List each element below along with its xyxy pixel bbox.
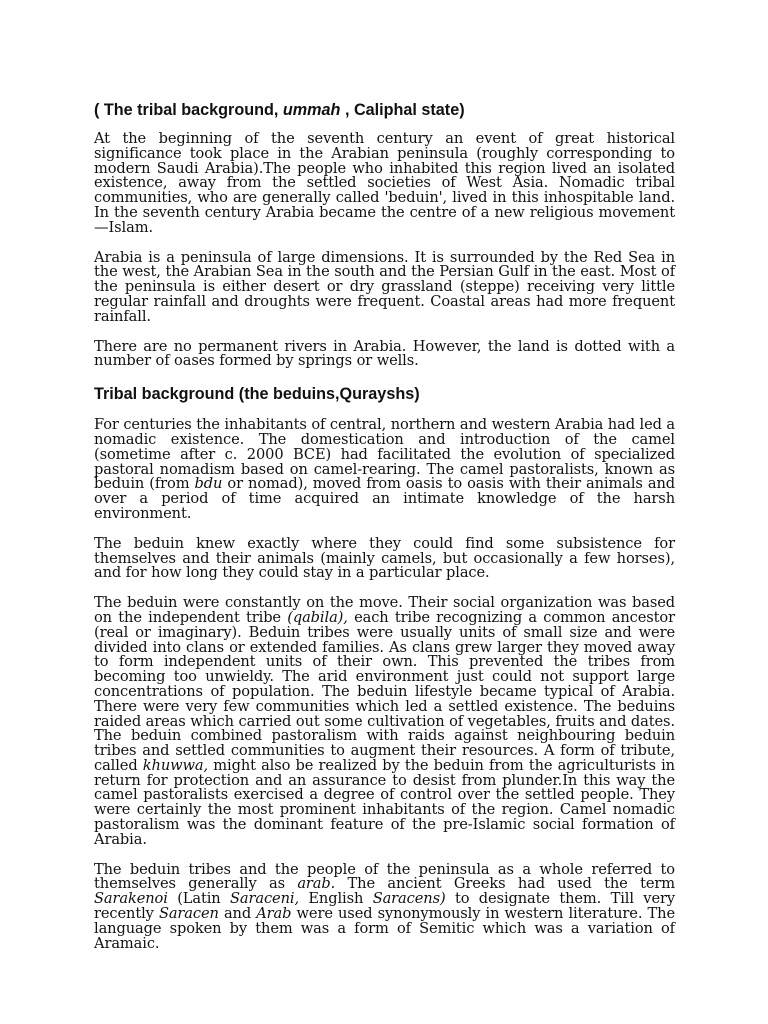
section-heading-tribal-background — [94, 100, 675, 120]
paragraph-nomadic-existence: For centuries the inhabitants of central, northern and western Arabia had led a nomadic existence. The domestication and introduction of the camel (sometime after c. 2000 BCE) had facilitated the evolution of specialized pastoral nomadism based on camel-rearing. The camel pastoralists, known as beduin (from bdu or nomad), moved from oasis to oasis with their animals and over a period of time acquired an intimate knowledge of the harsh environment. — [94, 416, 675, 522]
document-page — [94, 100, 675, 966]
paragraph-rivers-oases: There are no permanent rivers in Arabia. However, the land is dotted with a number of oases formed by springs or wells. — [94, 337, 675, 370]
heading-text: ( The tribal background, — [94, 101, 283, 119]
paragraph-arab-name: The beduin tribes and the people of the peninsula as a whole referred to themselves generally as arab. The ancient Greeks had used the term Sarakenoi (Latin Saraceni, English Saracens) to designate them. Till very recently Saracen and Arab were used synonymously in western literature. The language spoken by them was a form of Semitic which was a variation of Aramaic. — [94, 860, 676, 952]
paragraph-arabia-geography: Arabia is a peninsula of large dimensions. It is surrounded by the Red Sea in the west, the Arabian Sea in the south and the Persian Gulf in the east. Most of the peninsula is either desert or dry grassland (steppe) receiving very little regular rainfall and droughts were frequent. Coastal areas had more frequent rainfall. — [94, 248, 675, 325]
heading-italic-ummah: ummah — [282, 101, 341, 119]
paragraph-seventh-century: At the beginning of the seventh century an event of great historical significance took place in the Arabian peninsula (roughly corresponding to modern Saudi Arabia).The people who inhabited this region lived an isolated existence, away from the settled societies of West Asia. Nomadic tribal communities, who are generally called 'beduin', lived in this inhospitable land. In the seventh century Arabia became the centre of a new religious movement—Islam. — [94, 130, 675, 236]
paragraph-social-organization: The beduin were constantly on the move. Their social organization was based on the independent tribe (qabila), each tribe recognizing a common ancestor (real or imaginary). Beduin tribes were usually units of small size and were divided into clans or extended families. As clans grew larger they moved away to form independent units of their own. This prevented the tribes from becoming too unwieldy. The arid environment just could not support large concentrations of population. The beduin lifestyle became typical of Arabia. There were very few communities which led a settled existence. The beduins raided areas which carried out some cultivation of vegetables, fruits and dates. The beduin combined pastoralism with raids against neighbouring beduin tribes and settled communities to augment their resources. A form of tribute, called khuwwa, might also be realized by the beduin from the agriculturists in return for protection and an assurance to desist from plunder.In this way the camel pastoralists exercised a degree of control over the settled people. They were certainly the most prominent inhabitants of the region. Camel nomadic pastoralism was the dominant feature of the pre-Islamic social formation of Arabia. — [94, 594, 675, 848]
paragraph-beduin-subsistence: The beduin knew exactly where they could find some subsistence for themselves and their animals (mainly camels, but occasionally a few horses), and for how long they could stay in a particular place. — [94, 534, 675, 582]
heading-text-end: , Caliphal state) — [340, 101, 465, 119]
section-heading-beduins: Tribal background (the beduins,Qurayshs) — [94, 385, 420, 404]
